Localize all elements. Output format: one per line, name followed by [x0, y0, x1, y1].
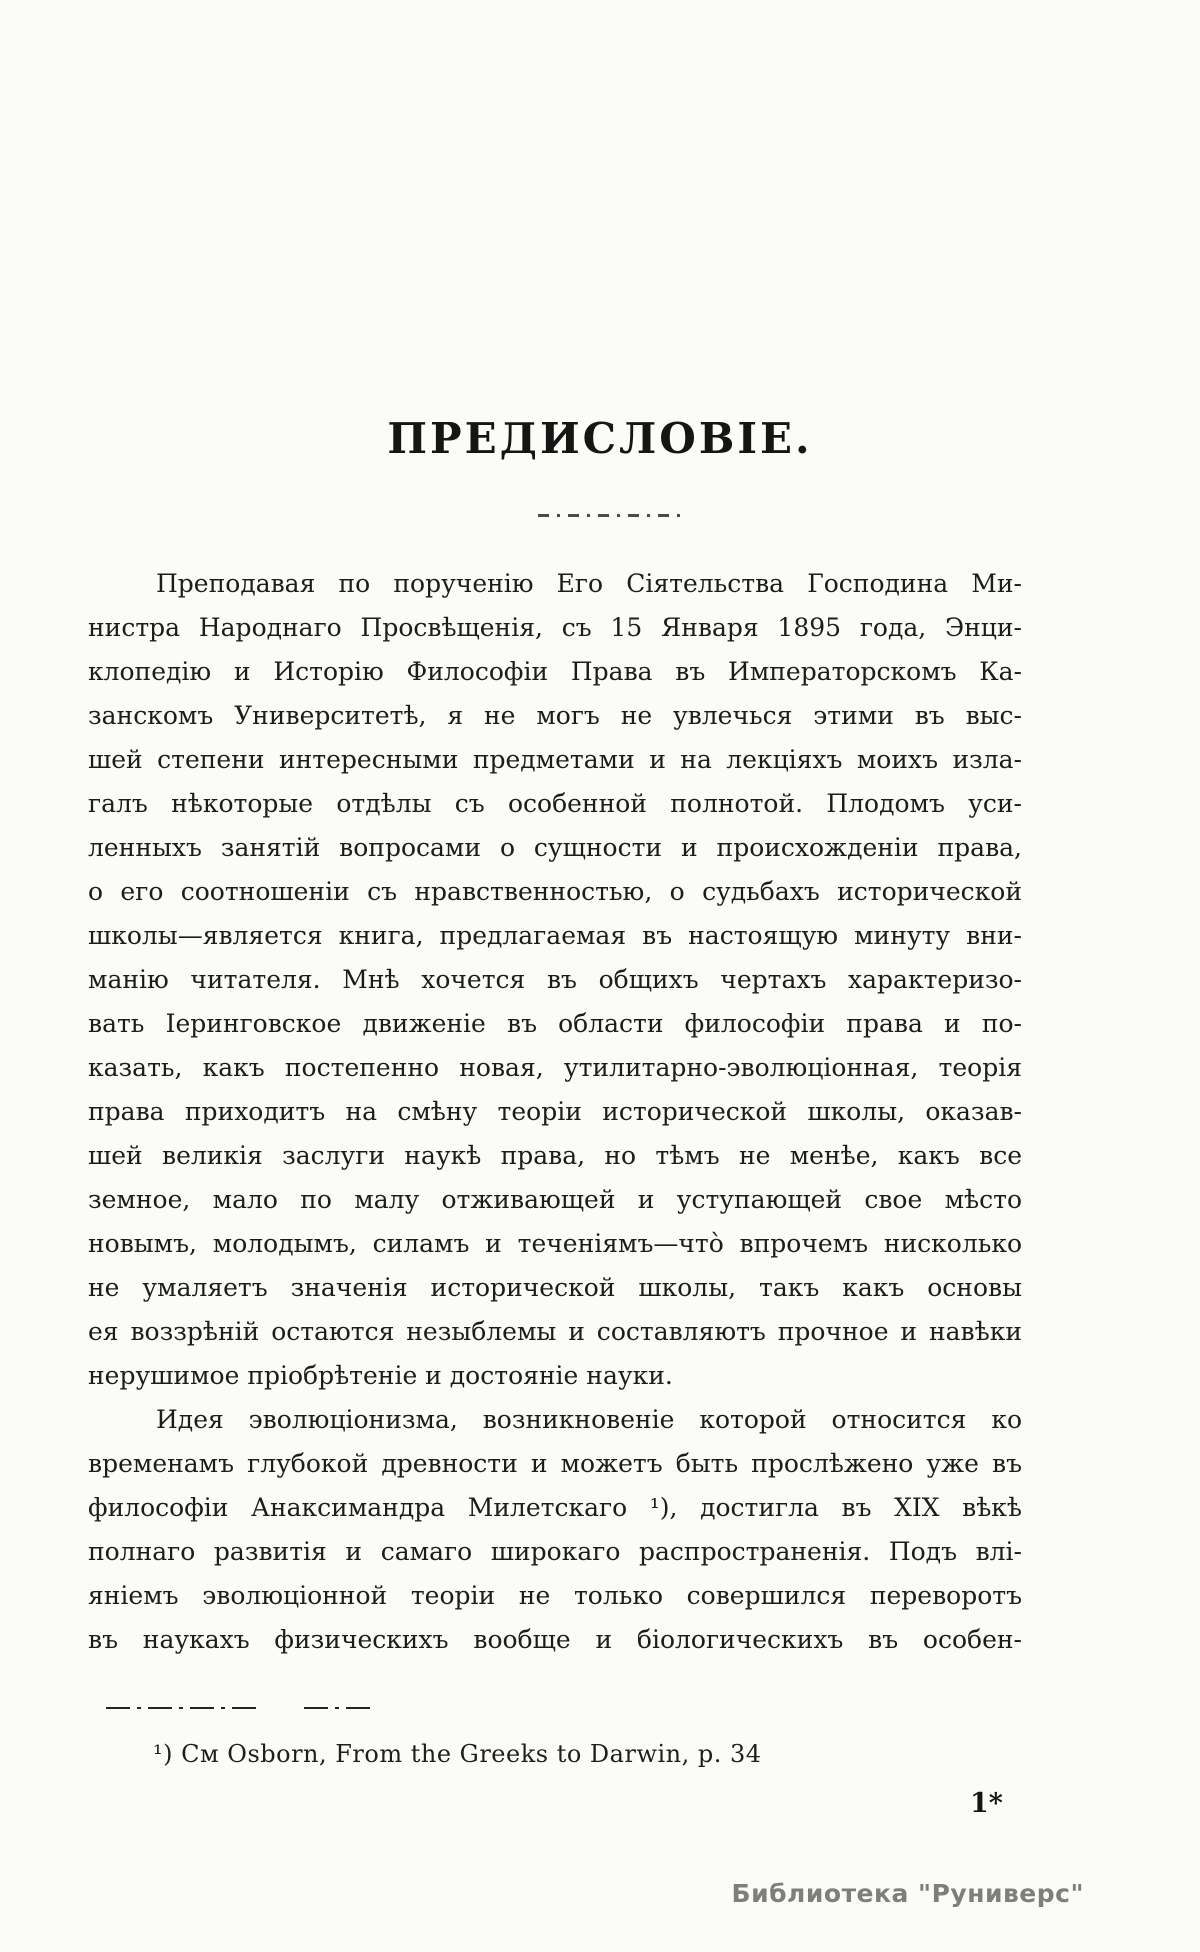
text-line: галъ нѣкоторые отдѣлы съ особенной полнотой. Плодомъ уси-: [88, 789, 1022, 818]
text-line: новымъ, молодымъ, силамъ и теченіямъ—что̀ впрочемъ нисколько: [88, 1229, 1022, 1258]
text-line: манію читателя. Мнѣ хочется въ общихъ чертахъ характеризо-: [88, 965, 1022, 994]
text-line: ея воззрѣній остаются незыблемы и составляютъ прочное и навѣки: [88, 1317, 1022, 1346]
text-line: нерушимое пріобрѣтеніе и достояніе науки.: [88, 1361, 673, 1390]
title-divider: [538, 514, 688, 517]
text-line: полнаго развитія и самаго широкаго распространенія. Подъ влі-: [88, 1537, 1022, 1566]
text-line: ленныхъ занятій вопросами о сущности и происхожденіи права,: [88, 833, 1022, 862]
text-line: въ наукахъ физическихъ вообще и біологическихъ въ особен-: [88, 1625, 1022, 1654]
body-text: [88, 562, 1022, 1662]
text-line: не умаляетъ значенія исторической школы, такъ какъ основы: [88, 1273, 1022, 1302]
text-line: земное, мало по малу отживающей и уступающей свое мѣсто: [88, 1185, 1022, 1214]
text-line: Идея эволюціонизма, возникновеніе которой относится ко: [156, 1405, 1022, 1434]
text-line: нистра Народнаго Просвѣщенія, съ 15 Января 1895 года, Энци-: [88, 613, 1022, 642]
text-line: клопедію и Исторію Философіи Права въ Императорскомъ Ка-: [88, 657, 1022, 686]
text-line: о его соотношеніи съ нравственностью, о судьбахъ исторической: [88, 877, 1022, 906]
text-line: шей великія заслуги наукѣ права, но тѣмъ не менѣе, какъ все: [88, 1141, 1022, 1170]
text-line: вать Іеринговское движеніе въ области философіи права и по-: [88, 1009, 1022, 1038]
text-line: занскомъ Университетѣ, я не могъ не увлечься этими въ выс-: [88, 701, 1022, 730]
text-line: Преподавая по порученію Его Сіятельства Господина Ми-: [156, 569, 1022, 598]
text-line: философіи Анаксимандра Милетскаго ¹), достигла въ XIX вѣкѣ: [88, 1493, 1022, 1522]
footnote-divider-segment: [304, 1707, 376, 1709]
text-line: шей степени интересными предметами и на лекціяхъ моихъ изла-: [88, 745, 1022, 774]
text-line: временамъ глубокой древности и можетъ быть прослѣжено уже въ: [88, 1449, 1022, 1478]
text-line: права приходитъ на смѣну теоріи исторической школы, оказав-: [88, 1097, 1022, 1126]
footnote: ¹) См Osborn, From the Greeks to Darwin, p. 34: [153, 1740, 762, 1768]
library-watermark: Библиотека "Руниверс": [731, 1879, 1084, 1908]
text-line: школы—является книга, предлагаемая въ настоящую минуту вни-: [88, 921, 1022, 950]
page-title: ПРЕДИСЛОВІЕ.: [387, 414, 813, 463]
page-number-marker: 1*: [970, 1788, 1003, 1819]
text-line: яніемъ эволюціонной теоріи не только совершился переворотъ: [88, 1581, 1022, 1610]
footnote-divider: [106, 1707, 256, 1709]
text-line: казать, какъ постепенно новая, утилитарно-эволюціонная, теорія: [88, 1053, 1022, 1082]
